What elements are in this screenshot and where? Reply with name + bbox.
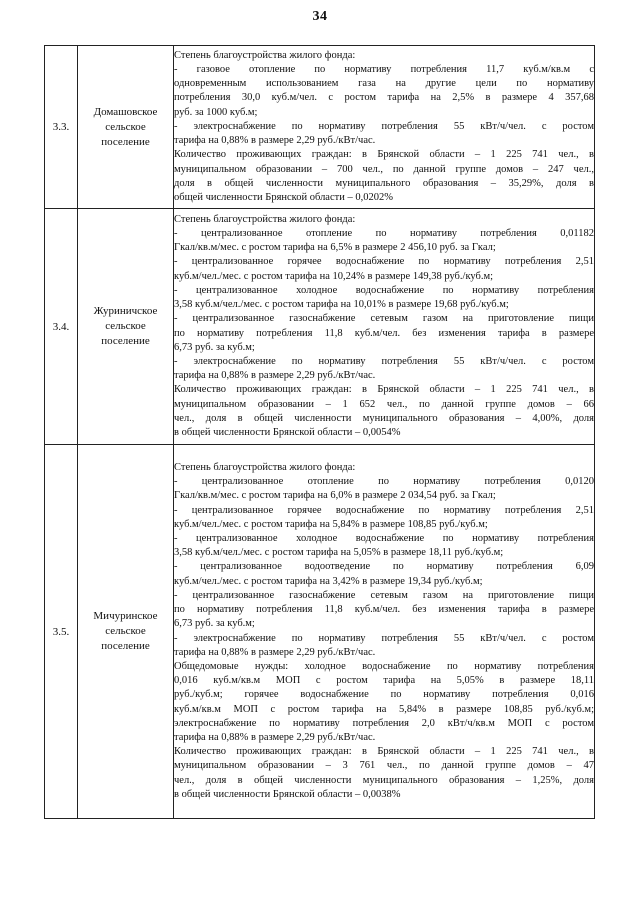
description-line: - централизованное газоснабжение сетевым газом на приготовление пищи [174,589,594,601]
description-line: чел., доля в общей численности муниципального образования – 4,00%, доля [174,412,594,424]
tariff-table [44,45,595,819]
description-line: по нормативу потребления 11,8 куб.м/чел. без изменения тарифа в размере [174,327,594,339]
description-line: Количество проживающих граждан: в Брянской области – 1 225 741 чел., в [174,746,594,758]
settlement-name [78,46,174,209]
table-row [45,46,595,209]
description-line: Количество проживающих граждан: в Брянской области – 1 225 741 чел., в [174,149,594,161]
description-line: куб.м/чел./мес. с ростом тарифа на 5,84% в размере 108,85 руб./куб.м; [174,518,488,530]
settlement-name-line: сельское [105,625,146,637]
description-line: Общедомовые нужды: холодное водоснабжение по нормативу потребления [174,660,594,672]
description-line: - электроснабжение по нормативу потребления 55 кВт/ч/чел. с ростом [174,355,594,367]
description-line: 3,58 куб.м/чел./мес. с ростом тарифа на 5,05% в размере 18,11 руб./куб.м; [174,547,504,559]
settlement-name-line: Домашовское [93,105,158,118]
description-line: - электроснабжение по нормативу потребления 55 кВт/ч/чел. с ростом [174,120,594,132]
description-line: - централизованное водоотведение по нормативу потребления 6,09 [174,561,594,573]
row-number: 3.3. [45,46,78,209]
description-line: куб.м/чел./мес. с ростом тарифа на 3,42% в размере 19,34 руб./куб.м; [174,575,483,587]
description-line: Гкал/кв.м/мес. с ростом тарифа на 6,0% в размере 2 034,54 руб. за Гкал; [174,490,496,502]
settlement-name-line: поселение [101,335,150,347]
description-line: - централизованное газоснабжение сетевым газом на приготовление пищи [174,313,594,325]
description-line: общей численности Брянской области – 0,0202% [174,191,393,203]
description-line: - централизованное холодное водоснабжение по нормативу потребления [174,284,594,296]
description-line: электроснабжение по нормативу потребления 2,0 кВт/ч/кв.м МОП с ростом [174,717,594,729]
description-line: - централизованное холодное водоснабжение по нормативу потребления [174,533,594,545]
page-number: 34 [312,9,328,24]
description-line: доля в общей численности муниципального образования – 35,29%, доля в [174,177,594,189]
description-line: 3,58 куб.м/чел./мес. с ростом тарифа на 10,01% в размере 19,68 руб./куб.м; [174,299,509,311]
description-line: тарифа на 0,88% в размере 2,29 руб./кВт/час. [174,646,376,658]
description-line: Гкал/кв.м/мес. с ростом тарифа на 6,5% в размере 2 456,10 руб. за Гкал; [174,242,496,254]
description-line: тарифа на 0,88% в размере 2,29 руб./кВт/час. [174,135,376,147]
description-line: - централизованное горячее водоснабжение по нормативу потребления 2,51 [174,256,594,268]
description-line: Степень благоустройства жилого фонда: [174,213,356,225]
description-line: руб./куб.м; горячее водоснабжение по нормативу потребления 0,016 [174,689,594,701]
description-line: 6,73 руб. за куб.м; [174,618,255,630]
housing-description [174,46,595,209]
description-line: - электроснабжение по нормативу потребления 55 кВт/ч/чел. с ростом [174,632,594,644]
description-line: муниципальном образовании – 700 чел., по данной группе домов – 247 чел., [174,163,594,175]
description-line: руб. за 1000 куб.м; [174,106,258,118]
description-line: 6,73 руб. за куб.м; [174,341,255,353]
description-line: куб.м/кв.м МОП с ростом тарифа на 5,84% в размере 108,85 руб./куб.м; [174,703,594,715]
description-line: в общей численности Брянской области – 0,0038% [174,788,401,800]
settlement-name [78,209,174,445]
description-line: чел., доля в общей численности муниципального образования – 1,25%, доля [174,774,594,786]
housing-description [174,445,595,819]
row-number: 3.4. [45,209,78,445]
description-line: куб.м/чел./мес. с ростом тарифа на 10,24% в размере 149,38 руб./куб.м; [174,270,494,282]
description-line: 0,016 куб.м/кв.м МОП с ростом тарифа на 5,05% в размере 18,11 [174,675,594,687]
description-line: - централизованное горячее водоснабжение по нормативу потребления 2,51 [174,504,594,516]
description-line: тарифа на 0,88% в размере 2,29 руб./кВт/час. [174,731,376,743]
table-row [45,209,595,445]
description-line: по нормативу потребления 11,8 куб.м/чел. без изменения тарифа в размере [174,604,594,616]
settlement-name-line: поселение [101,640,150,652]
settlement-name-line: Мичуринское [93,610,158,622]
settlement-name-line: сельское [105,120,146,133]
housing-description [174,209,595,445]
description-line: муниципальном образовании – 3 761 чел., по данной группе домов – 47 [174,760,594,772]
settlement-name-line: сельское [105,320,146,332]
description-line: - централизованное отопление по нормативу потребления 0,0120 [174,476,594,488]
table-row [45,445,595,819]
settlement-name-line: Журиничское [93,305,158,317]
description-line: одновременным использованием газа на другие цели по нормативу [174,78,594,90]
row-number: 3.5. [45,445,78,819]
description-line: Количество проживающих граждан: в Брянской области – 1 225 741 чел., в [174,384,594,396]
description-line: - газовое отопление по нормативу потребления 11,7 куб.м/кв.м с [174,64,594,76]
description-line: муниципальном образовании – 1 652 чел., по данной группе домов – 66 [174,398,594,410]
description-line: в общей численности Брянской области – 0,0054% [174,426,401,438]
description-line: потребления 30,0 куб.м/чел. с ростом тарифа на 2,5% в размере 4 357,68 [174,92,594,104]
description-line: - централизованное отопление по нормативу потребления 0,01182 [174,228,594,240]
description-line: Степень благоустройства жилого фонда: [174,462,356,474]
description-line: Степень благоустройства жилого фонда: [174,49,356,61]
settlement-name-line: поселение [101,135,150,148]
settlement-name [78,445,174,819]
description-line: тарифа на 0,88% в размере 2,29 руб./кВт/час. [174,370,376,382]
